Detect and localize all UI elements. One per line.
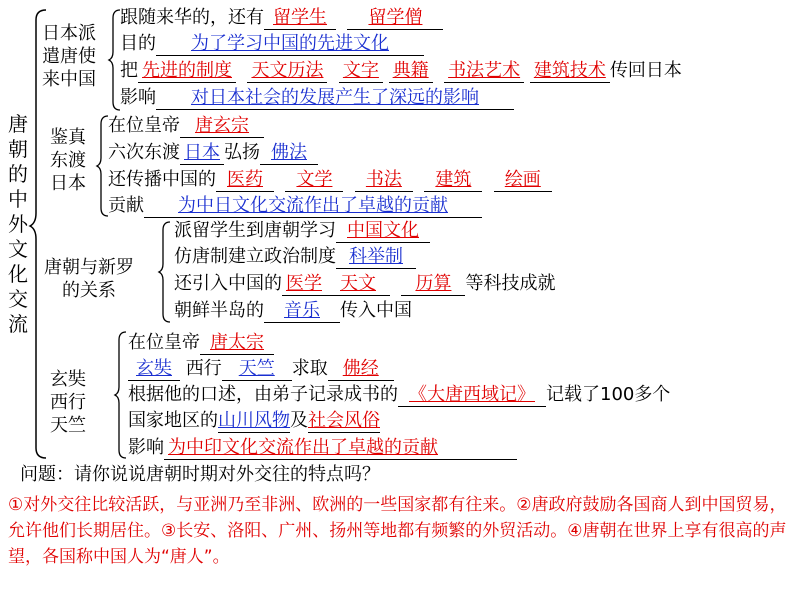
silla-l4-prefix: 朝鲜半岛的 bbox=[174, 300, 264, 321]
japan-l3-item: 天文历法 bbox=[247, 60, 327, 83]
silla-l3-item: 医学 bbox=[282, 273, 326, 296]
japan-line1 bbox=[120, 7, 443, 30]
section-jianzhen-title bbox=[50, 126, 86, 195]
silla-l3-item: 天文 bbox=[326, 273, 390, 296]
japan-l3-prefix: 把 bbox=[120, 60, 138, 81]
jianzhen-l2-prefix: 六次东渡 bbox=[108, 142, 180, 163]
japan-l1-prefix: 跟随来华的，还有 bbox=[120, 7, 264, 28]
jianzhen-l3-item: 书法 bbox=[355, 169, 413, 192]
silla-l3-suffix: 等科技成就 bbox=[465, 273, 556, 294]
jianzhen-line4 bbox=[108, 195, 482, 218]
silla-line2 bbox=[174, 246, 416, 269]
japan-l3-item: 典籍 bbox=[389, 60, 433, 83]
jianzhen-line2 bbox=[108, 142, 318, 165]
xuanzang-l4-prefix: 国家地区的 bbox=[128, 410, 218, 431]
japan-title-line2: 遣唐使 bbox=[42, 46, 96, 67]
section-xuanzang-title bbox=[50, 368, 86, 437]
japan-l2-prefix: 目的 bbox=[120, 33, 156, 54]
xuanzang-l2-mid1: 西行 bbox=[185, 358, 222, 379]
silla-line4 bbox=[174, 300, 412, 323]
jianzhen-line1 bbox=[108, 115, 264, 138]
jianzhen-l4-answer: 为中日文化交流作出了卓越的贡献 bbox=[144, 195, 482, 218]
jianzhen-l3-item: 文学 bbox=[285, 169, 343, 192]
xuanzang-title-line3: 天竺 bbox=[50, 415, 86, 436]
japan-l4-answer: 对日本社会的发展产生了深远的影响 bbox=[156, 87, 514, 110]
xuanzang-title-line2: 西行 bbox=[50, 392, 86, 413]
xuanzang-l4-answer-b: 社会风俗 bbox=[308, 410, 380, 431]
xuanzang-title-line1: 玄奘 bbox=[50, 369, 86, 390]
jianzhen-l3-prefix: 还传播中国的 bbox=[108, 169, 216, 190]
jianzhen-l3-item: 医药 bbox=[216, 169, 274, 192]
jianzhen-l2-answer-a: 日本 bbox=[180, 142, 224, 165]
jianzhen-l1-answer: 唐玄宗 bbox=[180, 115, 264, 138]
root-title bbox=[7, 112, 29, 337]
jianzhen-l3-item: 建筑 bbox=[424, 169, 482, 192]
japan-l2-answer: 为了学习中国的先进文化 bbox=[156, 33, 424, 56]
japan-line3 bbox=[120, 60, 682, 83]
silla-l2-answer: 科举制 bbox=[336, 246, 416, 269]
silla-title-line1: 唐朝与新罗 bbox=[44, 257, 134, 278]
root-title-text: 唐朝的中外文化交流 bbox=[8, 112, 28, 336]
silla-l2-prefix: 仿唐制建立政治制度 bbox=[174, 246, 336, 267]
silla-l1-answer: 中国文化 bbox=[336, 220, 430, 243]
jianzhen-title-line2: 东渡 bbox=[50, 150, 86, 171]
japan-l3-item: 先进的制度 bbox=[138, 60, 236, 83]
xuanzang-l4-answer-a: 山川风物 bbox=[218, 410, 290, 431]
xuanzang-line4 bbox=[128, 410, 380, 433]
japan-l3-item: 文字 bbox=[339, 60, 383, 83]
xuanzang-line5 bbox=[128, 437, 517, 460]
jianzhen-l1-prefix: 在位皇帝 bbox=[108, 115, 180, 136]
jianzhen-l2-answer-b: 佛法 bbox=[260, 142, 318, 165]
japan-l1-answer-a: 留学生 bbox=[264, 7, 336, 30]
xuanzang-l3-suffix: 记载了100多个 bbox=[546, 384, 671, 405]
silla-line3 bbox=[174, 273, 555, 296]
japan-title-line1: 日本派 bbox=[42, 23, 96, 44]
xuanzang-l3-prefix: 根据他的口述，由弟子记录成书的 bbox=[128, 384, 398, 405]
xuanzang-l5-answer: 为中印文化交流作出了卓越的贡献 bbox=[164, 437, 517, 460]
xuanzang-l1-answer: 唐太宗 bbox=[200, 332, 274, 355]
jianzhen-line3 bbox=[108, 169, 552, 192]
xuanzang-line3 bbox=[128, 384, 670, 407]
jianzhen-title-line3: 日本 bbox=[50, 173, 86, 194]
xuanzang-l5-prefix: 影响 bbox=[128, 437, 164, 458]
japan-line2 bbox=[120, 33, 424, 56]
japan-line4 bbox=[120, 87, 514, 110]
xuanzang-l2-answer-a: 玄奘 bbox=[128, 358, 180, 381]
japan-l1-answer-b: 留学僧 bbox=[347, 7, 443, 30]
jianzhen-title-line1: 鉴真 bbox=[50, 127, 86, 148]
xuanzang-l2-answer-c: 佛经 bbox=[328, 358, 394, 381]
xuanzang-line1 bbox=[128, 332, 274, 355]
japan-l3-item: 建筑技术 bbox=[530, 60, 610, 83]
xuanzang-brace bbox=[114, 330, 128, 460]
xuanzang-l4-mid: 及 bbox=[290, 410, 308, 431]
silla-brace bbox=[158, 220, 172, 324]
japan-l4-prefix: 影响 bbox=[120, 87, 156, 108]
silla-l4-answer: 音乐 bbox=[264, 300, 340, 323]
xuanzang-line2 bbox=[128, 358, 394, 381]
silla-l3-item: 历算 bbox=[401, 273, 465, 296]
xuanzang-l2-answer-b: 天竺 bbox=[222, 358, 292, 381]
section-silla-title bbox=[44, 256, 134, 302]
japan-title-line3: 来中国 bbox=[42, 69, 96, 90]
japan-l3-suffix: 传回日本 bbox=[609, 60, 682, 81]
section-japan-title bbox=[42, 22, 96, 91]
xuanzang-l3-answer: 《大唐西域记》 bbox=[398, 384, 546, 407]
jianzhen-l4-prefix: 贡献 bbox=[108, 195, 144, 216]
silla-l4-suffix: 传入中国 bbox=[340, 300, 412, 321]
silla-title-line2: 的关系 bbox=[62, 280, 116, 301]
silla-line1 bbox=[174, 220, 430, 243]
jianzhen-l2-mid: 弘扬 bbox=[224, 142, 260, 163]
answer-text: ①对外交往比较活跃，与亚洲乃至非洲、欧洲的一些国家都有往来。②唐政府鼓励各国商人到中国贸易，允许他们长期居住。③长安、洛阳、广州、扬州等地都有频繁的外贸活动。④唐朝在世界上享有很高的声望，各国称中国人为“唐人”。 bbox=[8, 495, 787, 567]
question-text: 问题：请你说说唐朝时期对外交往的特点吗？ bbox=[20, 464, 380, 485]
xuanzang-l2-mid2: 求取 bbox=[291, 358, 328, 379]
silla-l1-prefix: 派留学生到唐朝学习 bbox=[174, 220, 336, 241]
japan-l3-item: 书法艺术 bbox=[444, 60, 524, 83]
xuanzang-l1-prefix: 在位皇帝 bbox=[128, 332, 200, 353]
jianzhen-l3-item: 绘画 bbox=[494, 169, 552, 192]
silla-l3-prefix: 还引入中国的 bbox=[174, 273, 282, 294]
